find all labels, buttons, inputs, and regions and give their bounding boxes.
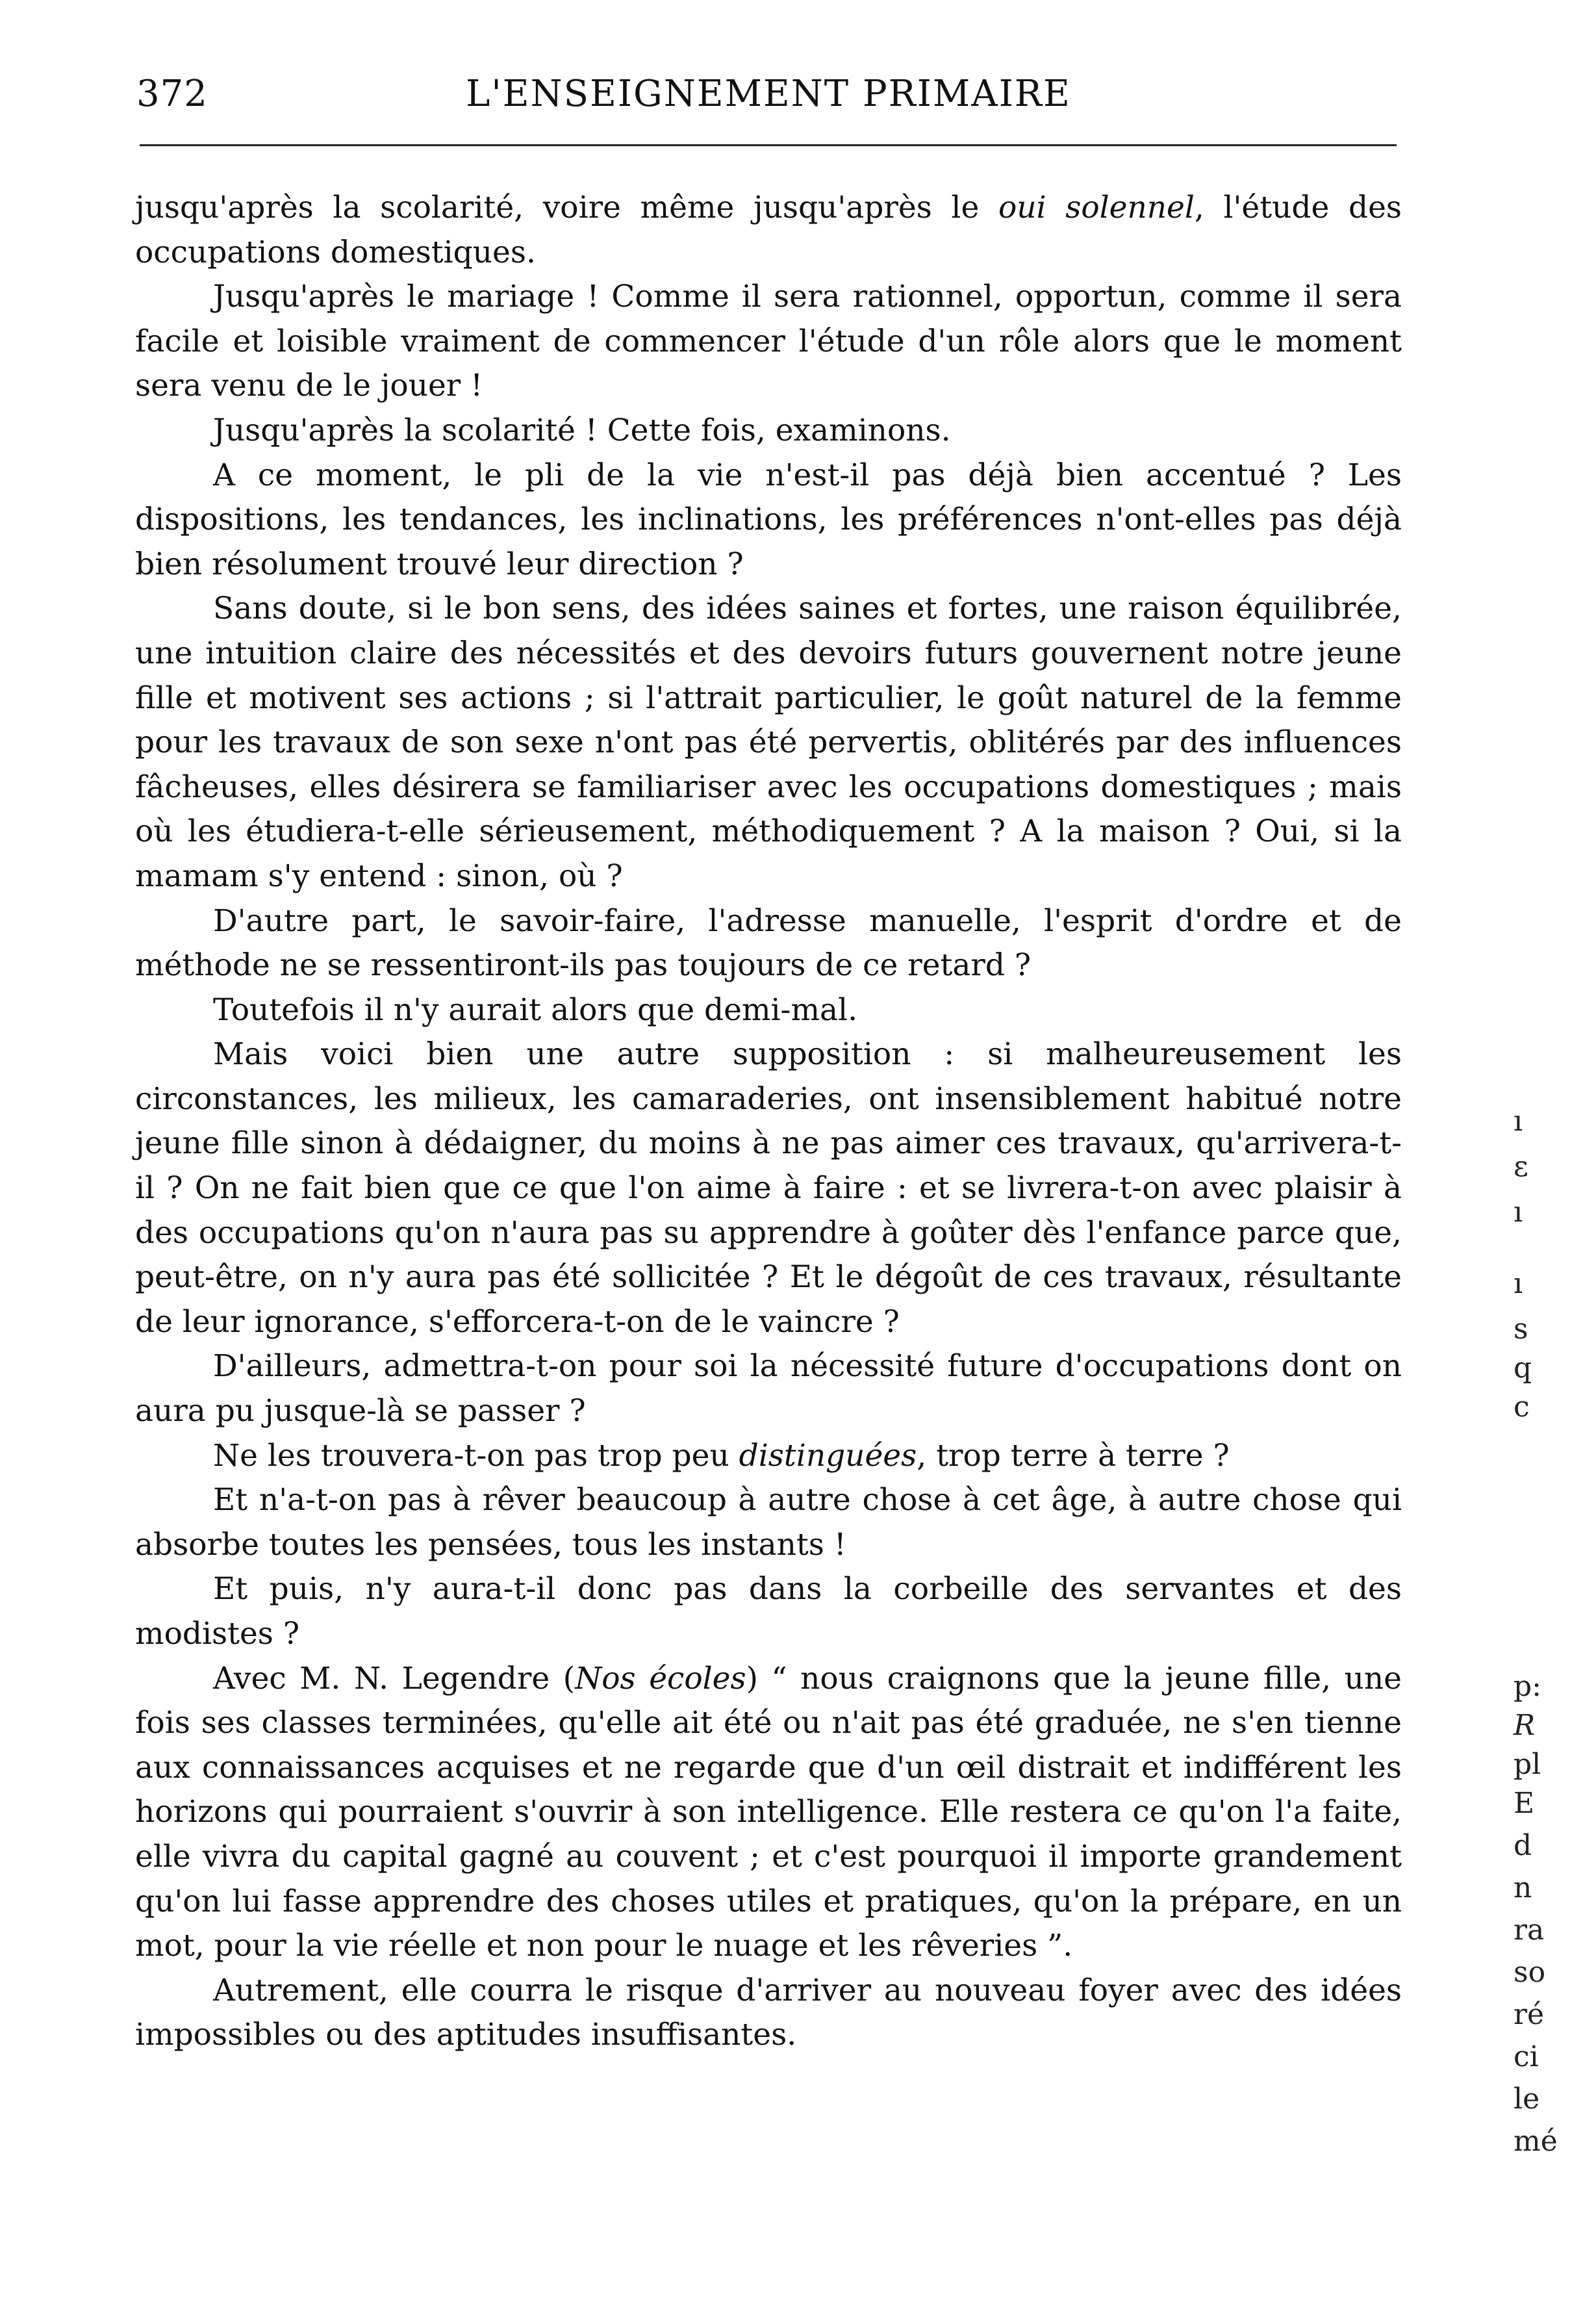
paragraph: Mais voici bien une autre supposition : si malheureusement les circonstances, les milieux, les camaraderies, ont insensiblement habitué notre jeune fille sinon à dédaigner, du moins à ne pas aimer ces travaux, qu'arrivera-t-il ? On ne fait bien que ce que l'on aime à faire : et se livrera-t-on avec plaisir à des occupations qu'on n'aura pas su apprendre à goûter dès l'enfance parce que, peut-être, on n'y aura pas été sollicitée ? Et le dégoût de ces travaux, résultante de leur ignorance, s'efforcera-t-on de le vaincre ? xyxy=(135,1036,1402,1340)
margin-fragment: ci xyxy=(1514,2040,1539,2073)
paragraph: Autrement, elle courra le risque d'arriver au nouveau foyer avec des idées impossibles ou des aptitudes insuffisantes. xyxy=(135,1972,1402,2053)
paragraph: jusqu'après la scolarité, voire même jusqu'après le oui solennel, l'étude des occupations domestiques. xyxy=(135,190,1402,270)
emphasis: oui solennel xyxy=(998,190,1195,225)
paragraph: Et puis, n'y aura-t-il donc pas dans la corbeille des servantes et des modistes ? xyxy=(135,1571,1402,1652)
paragraph: Et n'a-t-on pas à rêver beaucoup à autre chose à cet âge, à autre chose qui absorbe toutes les pensées, tous les instants ! xyxy=(135,1482,1402,1563)
margin-fragment: mé xyxy=(1514,2125,1558,2158)
paragraph: A ce moment, le pli de la vie n'est-il pas déjà bien accentué ? Les dispositions, les tendances, les inclinations, les préférences n'ont-elles pas déjà bien résolument trouvé leur direction ? xyxy=(135,457,1402,582)
body-text xyxy=(135,186,1402,2058)
margin-fragment: p: xyxy=(1514,1670,1541,1703)
margin-fragment: ı xyxy=(1514,1105,1523,1138)
running-title: L'ENSEIGNEMENT PRIMAIRE xyxy=(466,73,1071,115)
page-header xyxy=(136,73,1400,131)
margin-fragment: n xyxy=(1514,1871,1532,1904)
paragraph: Jusqu'après la scolarité ! Cette fois, examinons. xyxy=(213,412,951,448)
paragraph: Sans doute, si le bon sens, des idées saines et fortes, une raison équilibrée, une intuition claire des nécessités et des devoirs futurs gouvernent notre jeune fille et motivent ses actions ; si l'attrait particulier, le goût naturel de la femme pour les travaux de son sexe n'ont pas été pervertis, oblitérés par des influences fâcheuses, elles désirera se familiariser avec les occupations domestiques ; mais où les étudiera-t-elle sérieusement, méthodiquement ? A la maison ? Oui, si la mamam s'y entend : sinon, où ? xyxy=(135,591,1402,894)
margin-fragment: le xyxy=(1514,2082,1540,2116)
paragraph: Ne les trouvera-t-on pas trop peu distinguées, trop terre à terre ? xyxy=(213,1437,1230,1474)
paragraph: Avec M. N. Legendre (Nos écoles) “ nous craignons que la jeune fille, une fois ses classes terminées, qu'elle ait été ou n'ait pas été graduée, ne s'en tienne aux connaissances acquises et ne regarde que d'un œil distrait et indifférent les horizons qui pourraient s'ouvrir à son intelligence. Elle restera ce qu'on l'a faite, elle vivra du capital gagné au couvent ; et c'est pourquoi il importe grandement qu'on lui fasse apprendre des choses utiles et pratiques, qu'on la prépare, en un mot, pour la vie réelle et non pour le nuage et les rêveries ”. xyxy=(135,1660,1402,1964)
margin-fragment: ı xyxy=(1514,1267,1523,1300)
header-rule xyxy=(140,144,1397,146)
page-number: 372 xyxy=(136,73,208,115)
paragraph: Toutefois il n'y aurait alors que demi-mal. xyxy=(213,992,858,1028)
emphasis: Nos écoles xyxy=(575,1660,746,1696)
facing-page-margin-fragments xyxy=(1514,0,1596,2304)
margin-fragment: R xyxy=(1514,1709,1536,1742)
emphasis: distinguées xyxy=(739,1437,917,1474)
margin-fragment: c xyxy=(1514,1390,1530,1424)
margin-fragment: d xyxy=(1514,1829,1532,1862)
margin-fragment: ɛ xyxy=(1514,1150,1528,1183)
paragraph: D'autre part, le savoir-faire, l'adresse manuelle, l'esprit d'ordre et de méthode ne se ressentiront-ils pas toujours de ce retard ? xyxy=(135,902,1402,984)
margin-fragment: q xyxy=(1514,1351,1532,1385)
paragraph: D'ailleurs, admettra-t-on pour soi la nécessité future d'occupations dont on aura pu jusque-là se passer ? xyxy=(135,1348,1402,1429)
margin-fragment: so xyxy=(1514,1956,1546,1989)
margin-fragment: ra xyxy=(1514,1914,1545,1947)
margin-fragment: s xyxy=(1514,1312,1528,1346)
margin-fragment: ré xyxy=(1514,1998,1545,2031)
margin-fragment: ı xyxy=(1514,1196,1523,1229)
paragraph: Jusqu'après le mariage ! Comme il sera rationnel, opportun, comme il sera facile et loisible vraiment de commencer l'étude d'un rôle alors que le moment sera venu de le jouer ! xyxy=(135,279,1402,404)
margin-fragment: E xyxy=(1514,1787,1535,1820)
margin-fragment: pl xyxy=(1514,1748,1541,1781)
